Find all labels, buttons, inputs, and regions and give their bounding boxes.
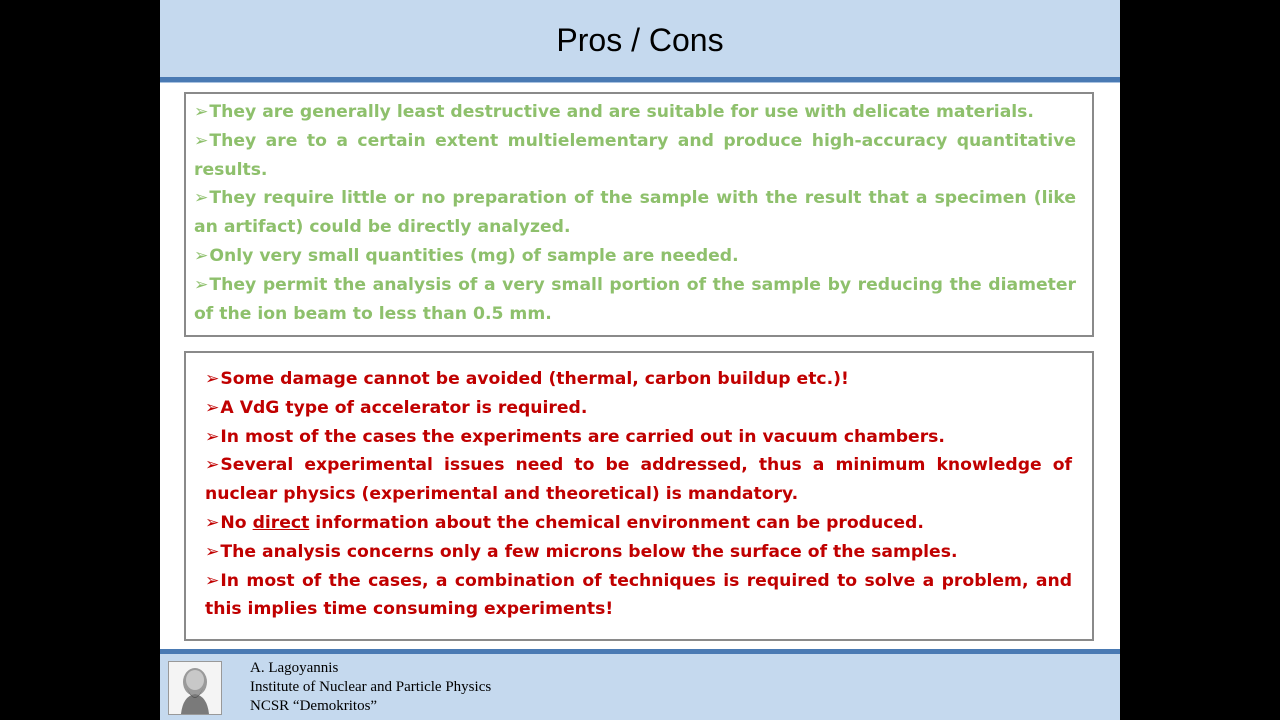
pros-item: ➢They permit the analysis of a very small portion of the sample by reducing the diameter of the ion beam to less than 0.5 mm. <box>194 274 1076 324</box>
footer-organization: NCSR “Demokritos” <box>250 698 378 714</box>
pros-box <box>184 92 1094 337</box>
footer-institute: Institute of Nuclear and Particle Physics <box>250 679 492 695</box>
slide-title: Pros / Cons <box>556 22 724 58</box>
democritus-portrait-logo-icon <box>168 661 222 715</box>
arrow-bullet-icon: ➢ <box>194 130 209 151</box>
cons-item: ➢In most of the cases the experiments are carried out in vacuum chambers. <box>205 426 945 447</box>
arrow-bullet-icon: ➢ <box>205 455 220 476</box>
pros-item: ➢They are generally least destructive and are suitable for use with delicate materials. <box>194 102 1034 122</box>
arrow-bullet-icon: ➢ <box>205 426 220 447</box>
cons-item: ➢A VdG type of accelerator is required. <box>205 397 588 418</box>
cons-item: ➢No direct information about the chemical environment can be produced. <box>205 512 924 533</box>
footer-credits <box>250 659 491 716</box>
cons-item: ➢In most of the cases, a combination of techniques is required to solve a problem, and this implies time consuming experiments! <box>205 570 1072 620</box>
arrow-bullet-icon: ➢ <box>205 512 220 533</box>
arrow-bullet-icon: ➢ <box>194 245 209 266</box>
arrow-bullet-icon: ➢ <box>205 369 220 389</box>
cons-box <box>184 351 1094 641</box>
pros-item: ➢Only very small quantities (mg) of sample are needed. <box>194 245 739 266</box>
arrow-bullet-icon: ➢ <box>205 397 220 418</box>
header-divider <box>160 77 1120 82</box>
pros-item: ➢They are to a certain extent multielementary and produce high-accuracy quantitative results. <box>194 130 1076 180</box>
slide <box>160 0 1120 720</box>
cons-item: ➢The analysis concerns only a few microns below the surface of the samples. <box>205 541 958 562</box>
cons-item: ➢Some damage cannot be avoided (thermal, carbon buildup etc.)! <box>205 369 849 389</box>
arrow-bullet-icon: ➢ <box>205 570 220 591</box>
arrow-bullet-icon: ➢ <box>194 188 209 209</box>
arrow-bullet-icon: ➢ <box>205 541 220 562</box>
underlined-word: direct <box>252 512 310 533</box>
arrow-bullet-icon: ➢ <box>194 102 209 122</box>
footer-divider <box>160 649 1120 654</box>
footer-author: A. Lagoyannis <box>250 660 339 676</box>
arrow-bullet-icon: ➢ <box>194 274 209 295</box>
pros-item: ➢They require little or no preparation of the sample with the result that a specimen (like an artifact) could be directly analyzed. <box>194 188 1076 238</box>
cons-item: ➢Several experimental issues need to be addressed, thus a minimum knowledge of nuclear physics (experimental and theoretical) is mandatory. <box>205 455 1072 505</box>
